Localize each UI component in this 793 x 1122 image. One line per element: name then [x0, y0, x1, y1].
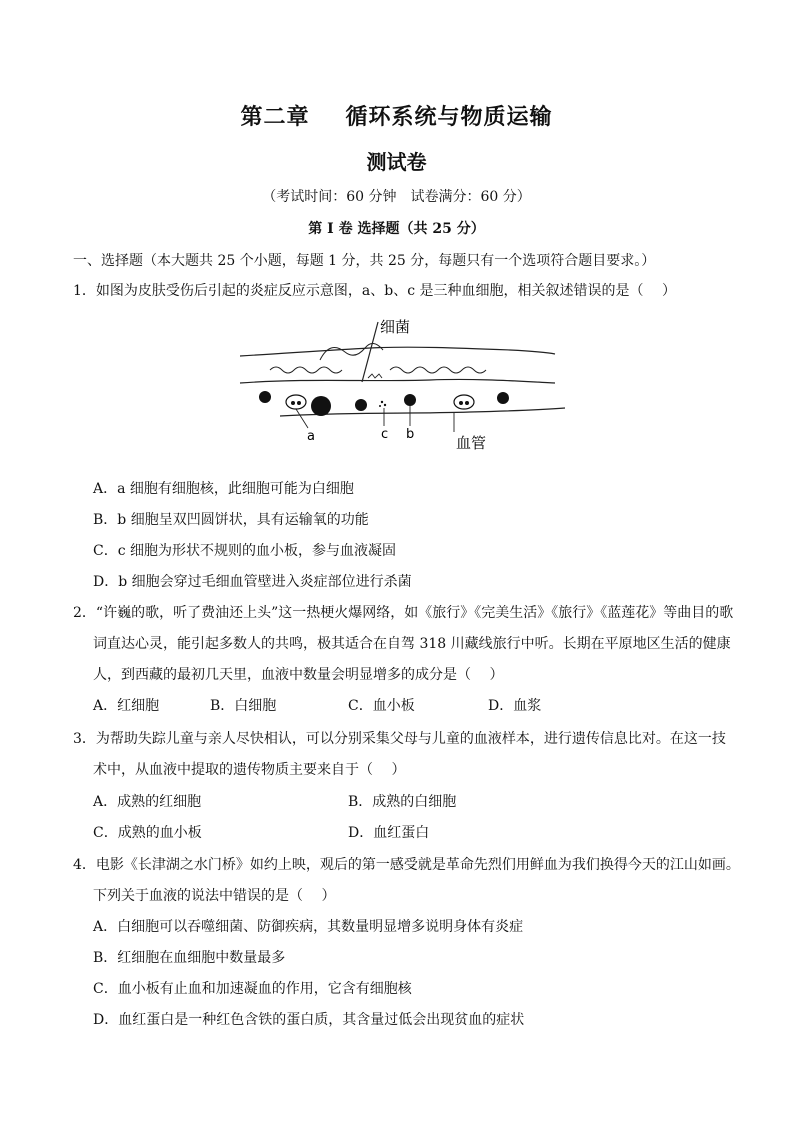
- part-title: 第 I 卷 选择题（共 25 分）: [308, 221, 485, 237]
- test-subtitle: 测试卷: [366, 150, 427, 174]
- chapter-title: [0, 100, 793, 131]
- q1-option-c: C．c 细胞为形状不规则的血小板，参与血液凝固: [93, 543, 397, 559]
- q4-option-a: A．白细胞可以吞噬细菌、防御疾病，其数量明显增多说明身体有炎症: [93, 919, 524, 935]
- chapter-number: 第二章: [240, 104, 310, 130]
- q3-option-c: C．成熟的血小板: [93, 825, 202, 841]
- red-blood-cell: [311, 396, 331, 416]
- q3-option-b: B．成熟的白细胞: [348, 794, 457, 810]
- q3-stem-line-2: 术中，从血液中提取的遗传物质主要来自于（ ）: [93, 762, 406, 778]
- q2-stem-line-2: 词直达心灵，能引起多数人的共鸣，极其适合在自驾 318 川藏线旅行中听。长期在平原地区生活的健康: [93, 636, 731, 652]
- red-blood-cell: [497, 392, 509, 404]
- q1-stem: 1．如图为皮肤受伤后引起的炎症反应示意图，a、b、c 是三种血细胞，相关叙述错误的是（ ）: [73, 283, 676, 299]
- label-bacteria: 细菌: [380, 318, 411, 336]
- q1-option-a: A．a 细胞有细胞核，此细胞可能为白细胞: [93, 481, 354, 497]
- chapter-name: 循环系统与物质运输: [345, 104, 553, 130]
- q3-option-d: D．血红蛋白: [348, 825, 430, 841]
- q2-option-c: C．血小板: [348, 698, 415, 714]
- section-intro: 一、选择题（本大题共 25 个小题，每题 1 分，共 25 分，每题只有一个选项符合题目要求。）: [73, 253, 656, 269]
- skin-surface-line: [240, 347, 555, 356]
- red-blood-cell-b: [404, 394, 416, 406]
- q4-option-b: B．红细胞在血细胞中数量最多: [93, 950, 286, 966]
- q1-option-b: B．b 细胞呈双凹圆饼状，具有运输氧的功能: [93, 512, 369, 528]
- tissue-fiber-left: [270, 367, 342, 373]
- q1-option-d: D．b 细胞会穿过毛细血管壁进入炎症部位进行杀菌: [93, 574, 412, 590]
- q4-option-d: D．血红蛋白是一种红色含铁的蛋白质，其含量过低会出现贫血的症状: [93, 1012, 525, 1028]
- nucleus-dot: [465, 401, 469, 405]
- thorn: [362, 322, 378, 382]
- inflammation-diagram: [230, 308, 570, 458]
- vessel-wall-top: [240, 379, 555, 383]
- q2-stem-line-3: 人，到西藏的最初几天里，血液中数量会明显增多的成分是（ ）: [93, 667, 504, 683]
- red-blood-cell: [259, 391, 271, 403]
- nucleus-dot: [297, 401, 301, 405]
- bacteria-cluster: [368, 374, 382, 378]
- tissue-fiber-right: [390, 367, 486, 373]
- q2-option-a: A．红细胞: [93, 698, 160, 714]
- leader-a: [296, 409, 308, 428]
- red-blood-cell: [355, 399, 367, 411]
- q2-stem-line-1: 2．“许巍的歌，听了费油还上头”这一热梗火爆网络，如《旅行》《完美生活》《旅行》《蓝莲花》等曲目的歌: [73, 605, 734, 621]
- q2-option-d: D．血浆: [488, 698, 542, 714]
- q4-option-c: C．血小板有止血和加速凝血的作用，它含有细胞核: [93, 981, 412, 997]
- q3-option-a: A．成熟的红细胞: [93, 794, 202, 810]
- nucleus-dot: [459, 401, 463, 405]
- label-vessel: 血管: [456, 434, 487, 452]
- exam-info: （考试时间：60 分钟 试卷满分：60 分）: [262, 189, 531, 205]
- platelet-c: [379, 401, 386, 407]
- wound-edge: [320, 343, 383, 360]
- label-a: a: [307, 429, 315, 444]
- q4-stem-line-2: 下列关于血液的说法中错误的是（ ）: [93, 888, 336, 904]
- q3-stem-line-1: 3．为帮助失踪儿童与亲人尽快相认，可以分别采集父母与儿童的血液样本，进行遗传信息比对。在这一技: [73, 731, 726, 747]
- label-b: b: [406, 427, 415, 442]
- q4-stem-line-1: 4．电影《长津湖之水门桥》如约上映，观后的第一感受就是革命先烈们用鲜血为我们换得今天的江山如画。: [73, 857, 740, 873]
- nucleus-dot: [291, 401, 295, 405]
- white-blood-cell: [454, 395, 474, 409]
- label-c: c: [381, 427, 389, 442]
- white-blood-cell-a: [286, 395, 306, 409]
- q2-option-b: B．白细胞: [210, 698, 277, 714]
